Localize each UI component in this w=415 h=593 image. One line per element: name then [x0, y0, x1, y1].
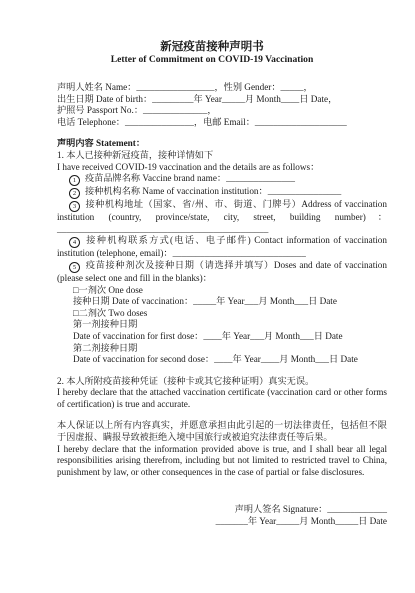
- first-dose-label: 第一剂接种日期: [73, 319, 138, 330]
- second-dose-label: 第二剂接种日期: [73, 342, 138, 353]
- phone-email-line: 电话 Telephone：_______________，电邮 Email：____________________: [57, 116, 347, 127]
- item-institution-address: 3 接种机构地址（国家、省/州、市、街道、门牌号）Address of vaccination institution (country, province/state, city, street, building number)：______________________________________________: [57, 199, 387, 234]
- circled-number-1: 1: [69, 175, 80, 186]
- second-dose-date: Date of vaccination for second dose：____年 Year____月 Month___日 Date: [73, 354, 358, 365]
- item-vaccine-brand: 1 疫苗品牌名称 Vaccine brand name：_______________: [57, 173, 387, 186]
- one-dose-checkbox[interactable]: □一剂次 One dose: [73, 284, 143, 295]
- item-doses-and-date: 5 疫苗接种剂次及接种日期（请选择并填写）Doses and date of vaccination (please select one and fill in the blanks)：: [57, 259, 387, 283]
- statement-p1-en: I have received COVID-19 vaccination and the details are as follows：: [57, 161, 320, 172]
- statement-p3-cn: 本人保证以上所有内容真实，并愿意承担由此引起的一切法律责任，包括但不限于因虚报、瞒报导致被拒绝入境中国旅行或被追究法律责任等后果。: [57, 420, 387, 443]
- statement-p3-en: I hereby declare that the information provided above is true, and I shall bear all legal responsibilities arising therefrom, including but not limited to restricted travel to China, punishment by law, or other consequences in the case of partial or false disclosures.: [57, 443, 387, 477]
- signature-line: 声明人签名 Signature：_____________: [234, 504, 387, 515]
- one-dose-date: 接种日期 Date of vaccination：_____年 Year___月 Month___日 Date: [73, 296, 337, 307]
- signature-date-line: _______年 Year_____月 Month_____日 Date: [215, 516, 387, 527]
- document-title-en: Letter of Commitment on COVID-19 Vaccination: [110, 54, 314, 65]
- passport-line: 护照号 Passport No.：______________，: [57, 105, 217, 116]
- dob-line: 出生日期 Date of birth：_________年 Year_____月 Month____日 Date，: [57, 93, 338, 104]
- first-dose-date: Date of vaccination for first dose：____年 Year___月 Month___日 Date: [73, 330, 343, 341]
- name-gender-line: 声明人姓名 Name：_________________，性别 Gender：_____，: [57, 82, 313, 92]
- document-title-cn: 新冠疫苗接种声明书: [160, 41, 264, 53]
- statement-p2-en: I hereby declare that the attached vaccination certificate (vaccination card or other forms of certification) is true and accurate.: [57, 387, 387, 409]
- circled-number-2: 2: [69, 188, 80, 199]
- circled-number-3: 3: [69, 201, 80, 212]
- statement-p2-cn: 2. 本人所附疫苗接种凭证（接种卡或其它接种证明）真实无误。: [57, 375, 315, 386]
- two-doses-checkbox[interactable]: □二剂次 Two doses: [73, 307, 148, 318]
- statement-heading: 声明内容 Statement：: [57, 138, 146, 149]
- circled-number-5: 5: [69, 262, 80, 273]
- item-institution-contact: 4 接种机构联系方式(电话、电子邮件) Contact information of vaccination institution (telephone, email)：_____________________________: [57, 235, 387, 259]
- item-institution-name: 2 接种机构名称 Name of vaccination institution：________________: [57, 186, 387, 199]
- circled-number-4: 4: [69, 237, 80, 248]
- statement-p1-cn: 1. 本人已接种新冠疫苗，接种详情如下: [57, 149, 214, 160]
